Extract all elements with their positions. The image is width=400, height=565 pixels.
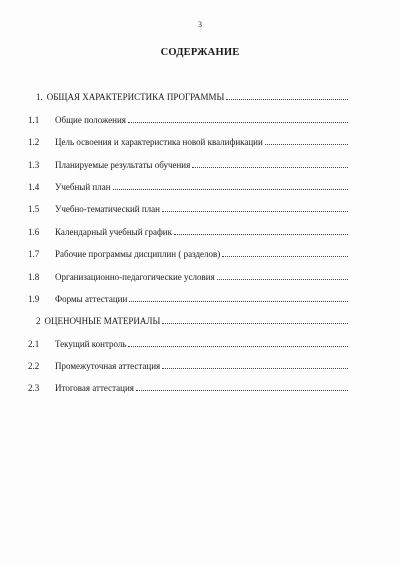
toc-entry <box>28 148 364 170</box>
toc-entry-number: 1.9 <box>28 293 40 304</box>
toc-entry <box>28 126 364 148</box>
toc-entry-title: ОБЩАЯ ХАРАКТЕРИСТИКА ПРОГРАММЫ <box>46 92 225 103</box>
toc-entry <box>28 103 364 125</box>
dot-leader <box>222 256 348 257</box>
dot-leader <box>192 167 348 168</box>
toc-entry-number: 2 <box>36 316 41 327</box>
toc-entry-number: 1.3 <box>28 159 40 170</box>
dot-leader <box>162 368 348 369</box>
toc-entry <box>28 215 364 237</box>
toc-entry-number: 1.6 <box>28 226 40 237</box>
toc-entry <box>28 238 364 260</box>
toc-entry-title: Учебно-тематический план <box>55 204 160 215</box>
toc-entry-number: 2.2 <box>28 361 40 372</box>
toc-entry-number: 2.3 <box>28 383 40 394</box>
toc-entry-page <box>350 0 364 394</box>
toc-entry-title: Общие положения <box>55 114 126 125</box>
toc-entry-title: Рабочие программы дисциплин ( разделов) <box>55 249 221 260</box>
toc-entry <box>28 372 364 394</box>
toc-entry-title: ОЦЕНОЧНЫЕ МАТЕРИАЛЫ <box>44 316 161 327</box>
toc-entry-title: Организационно-педагогические условия <box>55 271 215 282</box>
dot-leader <box>136 390 348 391</box>
dot-leader <box>174 234 348 235</box>
toc-entry-title: Итоговая аттестация <box>55 383 134 394</box>
toc-entry-title: Цель освоения и характеристика новой квалификации <box>55 137 263 148</box>
toc-entry <box>28 350 364 372</box>
toc-entry <box>28 327 364 349</box>
dot-leader <box>128 346 348 347</box>
toc-entry <box>28 260 364 282</box>
toc-title: СОДЕРЖАНИЕ <box>160 47 240 58</box>
dot-leader <box>162 323 348 324</box>
dot-leader <box>113 189 348 190</box>
toc-entry <box>28 305 364 327</box>
dot-leader <box>265 144 348 145</box>
page-number: 3 <box>198 20 202 29</box>
toc-entry <box>28 283 364 305</box>
dot-leader <box>226 99 348 100</box>
dot-leader <box>162 211 348 212</box>
toc-entry-title: Планируемые результаты обучения <box>55 159 191 170</box>
toc-entry-title: Промежуточная аттестация <box>55 361 161 372</box>
toc-entry <box>28 171 364 193</box>
toc-entry-number: 1.4 <box>28 181 40 192</box>
toc-entry-number: 1.2 <box>28 137 40 148</box>
toc-entry-number: 1.8 <box>28 271 40 282</box>
toc-entry-number: 1.5 <box>28 204 40 215</box>
toc-entry-title: Календарный учебный график <box>55 226 172 237</box>
toc-entry-number: 1.7 <box>28 249 40 260</box>
toc-entry <box>28 193 364 215</box>
dot-leader <box>128 122 348 123</box>
toc-entry-title: Учебный план <box>55 181 111 192</box>
dot-leader <box>129 301 348 302</box>
toc-entry-number: 1.1 <box>28 114 40 125</box>
toc-entry-number: 1. <box>36 92 43 103</box>
toc-entry <box>28 81 364 103</box>
toc-entry-title: Текущий контроль <box>55 338 127 349</box>
dot-leader <box>217 279 348 280</box>
toc-entry-title: Формы аттестации <box>55 293 128 304</box>
toc-list <box>28 81 364 394</box>
toc-entry-number: 2.1 <box>28 338 40 349</box>
